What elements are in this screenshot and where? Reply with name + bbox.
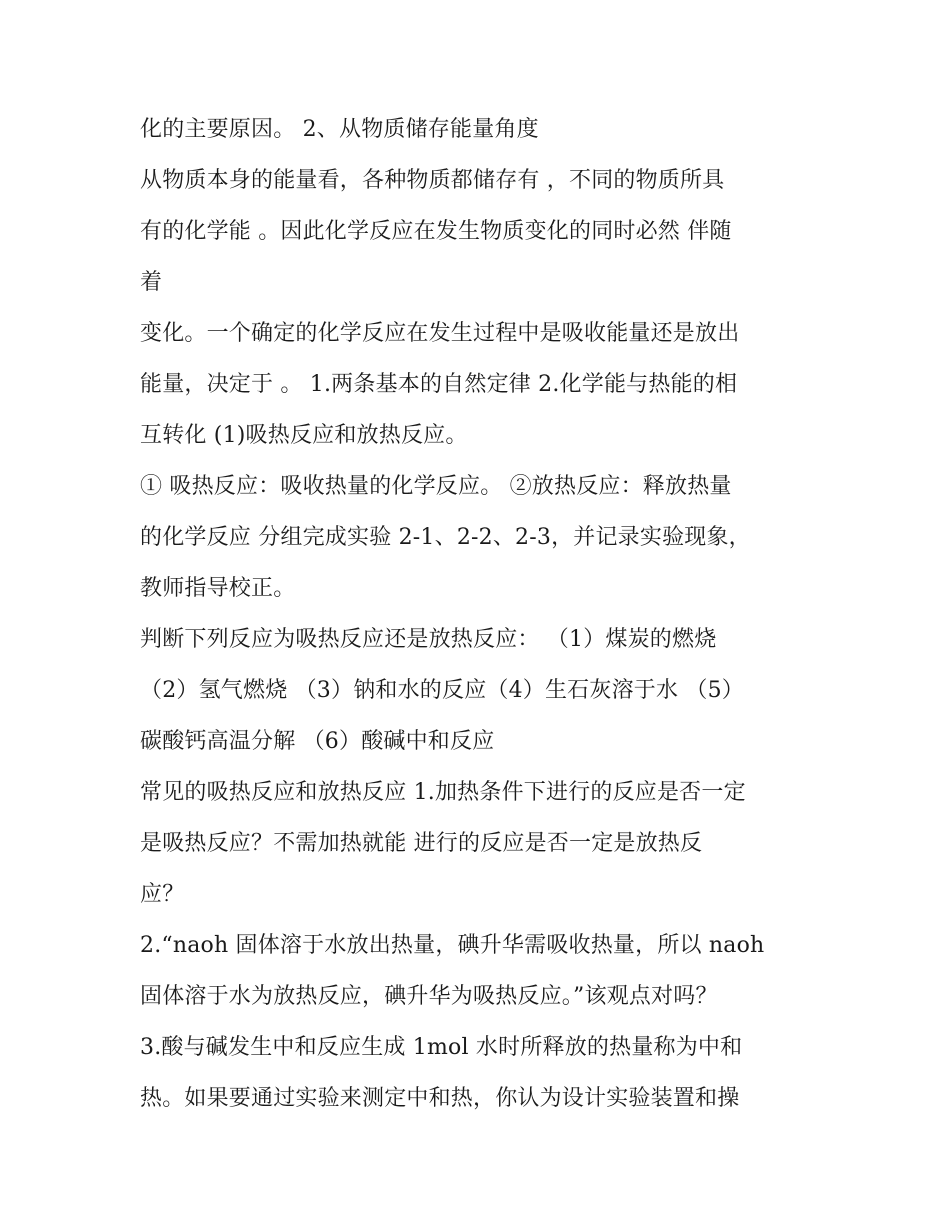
text-line: 变化。一个确定的化学反应在发生过程中是吸收能量还是放出 xyxy=(140,321,740,346)
text-line: 的化学反应 分组完成实验 2-1、2-2、2-3，并记录实验现象， xyxy=(140,525,751,550)
text-line: 应？ xyxy=(140,882,185,907)
text-line: 能量，决定于 。 1.两条基本的自然定律 2.化学能与热能的相 xyxy=(140,372,738,397)
body-text xyxy=(140,104,820,1124)
text-line: ① 吸热反应：吸收热量的化学反应。 ②放热反应：释放热量 xyxy=(140,474,732,499)
text-line: （2）氢气燃烧 （3）钠和水的反应（4）生石灰溶于水 （5） xyxy=(140,678,744,703)
text-line: 判断下列反应为吸热反应还是放热反应： （1）煤炭的燃烧 xyxy=(140,627,717,652)
text-line: 有的化学能 。因此化学反应在发生物质变化的同时必然 伴随 xyxy=(140,219,732,244)
text-line: 是吸热反应？不需加热就能 进行的反应是否一定是放热反 xyxy=(140,831,703,856)
text-line: 3.酸与碱发生中和反应生成 1mol 水时所释放的热量称为中和 xyxy=(140,1035,743,1060)
text-line: 从物质本身的能量看，各种物质都储存有 ，不同的物质所具 xyxy=(140,168,725,193)
text-line: 常见的吸热反应和放热反应 1.加热条件下进行的反应是否一定 xyxy=(140,780,746,805)
text-line: 着 xyxy=(140,270,163,295)
text-line: 2.“naoh 固体溶于水放出热量，碘升华需吸收热量，所以 naoh xyxy=(140,933,765,958)
text-line: 教师指导校正。 xyxy=(140,576,296,601)
text-line: 化的主要原因。 2、从物质储存能量角度 xyxy=(140,117,539,142)
text-line: 互转化 (1)吸热反应和放热反应。 xyxy=(140,423,468,448)
text-line: 热。如果要通过实验来测定中和热，你认为设计实验装置和操 xyxy=(140,1086,740,1111)
text-line: 固体溶于水为放热反应，碘升华为吸热反应。”该观点对吗？ xyxy=(140,984,718,1009)
text-line: 碳酸钙高温分解 （6）酸碱中和反应 xyxy=(140,729,495,754)
